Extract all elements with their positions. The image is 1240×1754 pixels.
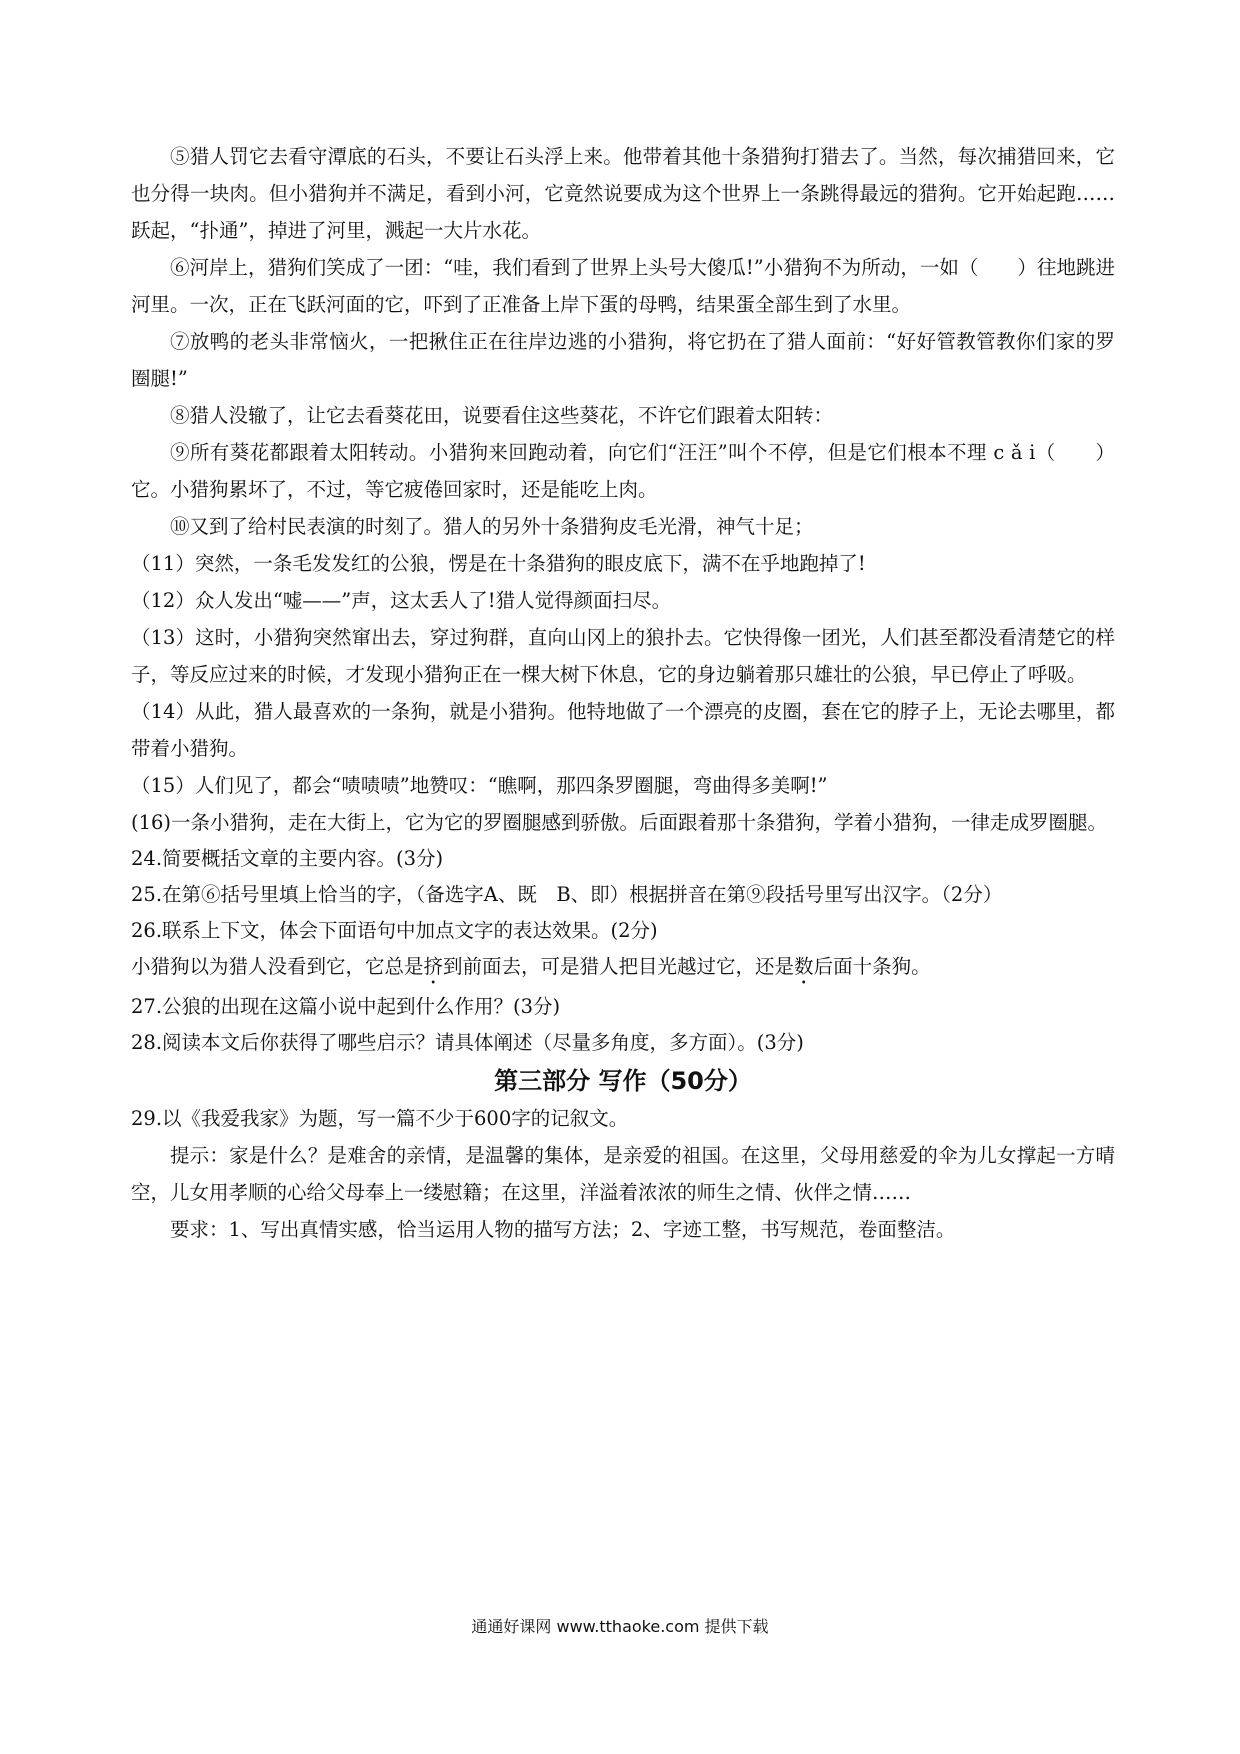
paragraph-15: （15）人们见了，都会“啧啧啧”地赞叹：“瞧啊，那四条罗圈腿，弯曲得多美啊!” (131, 774, 828, 797)
question-26: 26.联系上下文，体会下面语句中加点文字的表达效果。(2分) (131, 919, 658, 942)
q26-dotted-word-shu: 数 (794, 955, 814, 978)
question-27: 27.公狼的出现在这篇小说中起到什么作用？(3分) (131, 995, 561, 1018)
paragraph-11: （11）突然，一条毛发发红的公狼，愣是在十条猎狗的眼皮底下，满不在乎地跑掉了! (131, 552, 866, 575)
paragraph-6: ⑥河岸上，猎狗们笑成了一团：“哇，我们看到了世界上头号大傻瓜!”小猎狗不为所动，一如（ ）往地跳进河里。一次，正在飞跃河面的它，吓到了正准备上岸下蛋的母鸭，结果蛋全部生到了水里。 (131, 256, 1115, 316)
paragraph-10: ⑩又到了给村民表演的时刻了。猎人的另外十条猎狗皮毛光滑，神气十足； (170, 515, 814, 538)
paragraph-8: ⑧猎人没辙了，让它去看葵花田，说要看住这些葵花，不许它们跟着太阳转： (170, 404, 834, 427)
paragraph-16: (16)一条小猎狗，走在大街上，它为它的罗圈腿感到骄傲。后面跟着那十条猎狗，学着小猎狗，一律走成罗圈腿。 (131, 811, 1108, 834)
paragraph-14: （14）从此，猎人最喜欢的一条狗，就是小猎狗。他特地做了一个漂亮的皮圈，套在它的脖子上，无论去哪里，都带着小猎狗。 (131, 700, 1115, 760)
q26-text-c: 到前面去，可是猎人把目光越过它，还是 (443, 955, 795, 978)
page-content (131, 138, 1115, 1248)
paragraph-5: ⑤猎人罚它去看守潭底的石头，不要让石头浮上来。他带着其他十条猎狗打猎去了。当然，每次捕猎回来，它也分得一块肉。但小猎狗并不满足，看到小河，它竟然说要成为这个世界上一条跳得最远的猎狗。它开始起跑……跃起，“扑通”，掉进了河里，溅起一大片水花。 (131, 145, 1115, 242)
question-29: 29.以《我爱我家》为题，写一篇不少于600字的记叙文。 (131, 1107, 629, 1130)
section-3-title: 第三部分 写作（50分） (494, 1067, 752, 1095)
paragraph-12: （12）众人发出“嘘——”声，这太丢人了!猎人觉得颜面扫尽。 (131, 589, 672, 612)
q26-text-a: 小猎狗以为猎人没看到它，它总是 (131, 955, 424, 978)
writing-hint: 提示：家是什么？是难舍的亲情，是温馨的集体，是亲爱的祖国。在这里，父母用慈爱的伞为儿女撑起一方晴空，儿女用孝顺的心给父母奉上一缕慰籍；在这里，洋溢着浓浓的师生之情、伙伴之情…… (131, 1144, 1115, 1204)
footer: 通通好课网 www.tthaoke.com 提供下载 (471, 1617, 769, 1636)
paragraph-7: ⑦放鸭的老头非常恼火，一把揪住正在往岸边逃的小猎狗，将它扔在了猎人面前：“好好管教管教你们家的罗圈腿!” (131, 330, 1115, 390)
paragraph-9: ⑨所有葵花都跟着太阳转动。小猎狗来回跑动着，向它们“汪汪”叫个不停，但是它们根本不理 c ǎ i（ ）它。小猎狗累坏了，不过，等它疲倦回家时，还是能吃上肉。 (131, 441, 1115, 501)
q26-text-e: 后面十条狗。 (813, 955, 931, 978)
writing-requirements: 要求：1、写出真情实感，恰当运用人物的描写方法；2、字迹工整，书写规范，卷面整洁。 (170, 1218, 956, 1241)
question-28: 28.阅读本文后你获得了哪些启示？请具体阐述（尽量多角度，多方面）。(3分) (131, 1031, 804, 1054)
paragraph-13: （13）这时，小猎狗突然窜出去，穿过狗群，直向山冈上的狼扑去。它快得像一团光，人们甚至都没看清楚它的样子，等反应过来的时候，才发现小猎狗正在一棵大树下休息，它的身边躺着那只雄壮的公狼，早已停止了呼吸。 (131, 626, 1115, 686)
question-24: 24.简要概括文章的主要内容。(3分) (131, 847, 444, 870)
question-26-sentence (131, 949, 1115, 989)
q26-dotted-word-ji: 挤 (423, 955, 444, 978)
question-25: 25.在第⑥括号里填上恰当的字，（备选字A、既 B、即）根据拼音在第⑨段括号里写出汉字。（2分） (131, 883, 1003, 906)
